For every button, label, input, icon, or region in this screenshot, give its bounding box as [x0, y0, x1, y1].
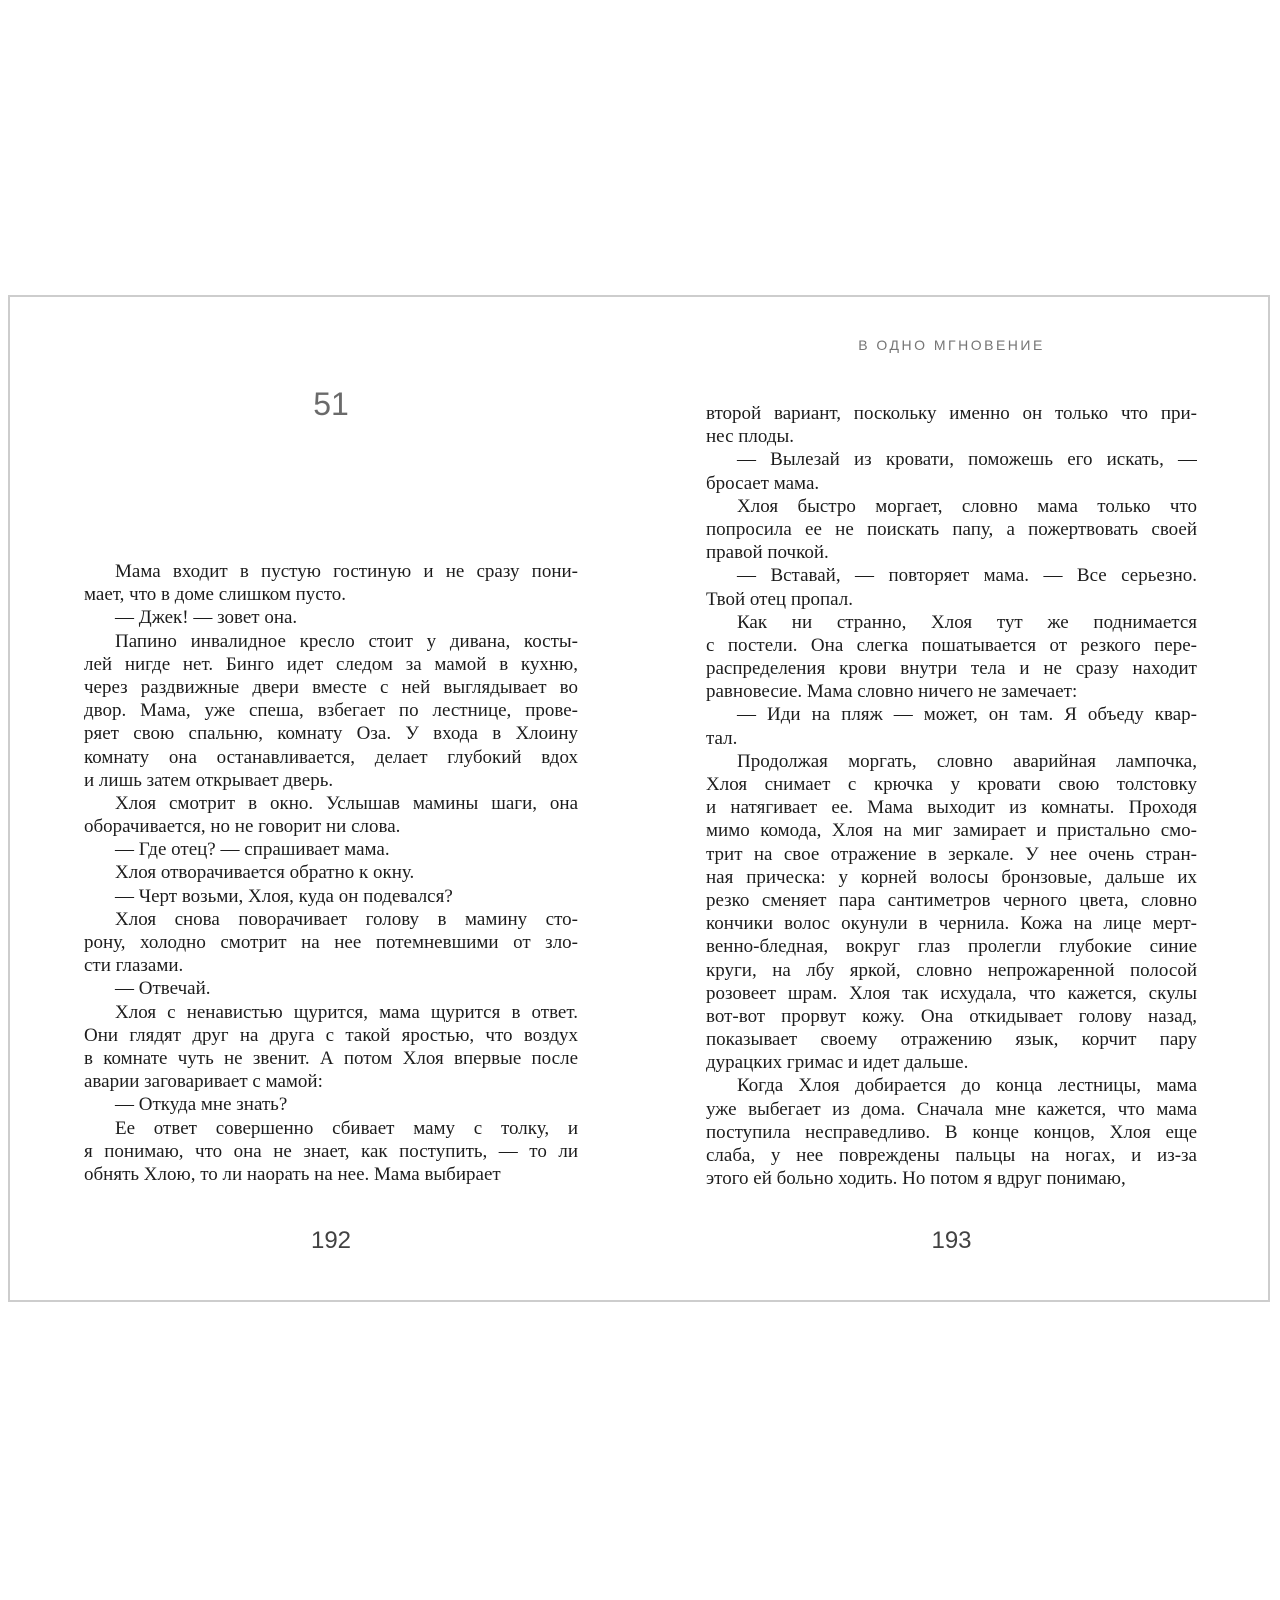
text-line: — Вставай, — повторяет мама. — Все серьезно. — [737, 565, 1197, 587]
text-line: — Откуда мне знать? — [115, 1094, 288, 1116]
text-line: — Джек! — зовет она. — [115, 607, 298, 629]
text-line: — Отвечай. — [115, 978, 211, 1000]
page-number-left: 192 — [310, 1227, 352, 1254]
text-line: через раздвижные двери вместе с ней выглядывает во — [84, 676, 578, 698]
text-line: Мама входит в пустую гостиную и не сразу пони- — [115, 561, 578, 582]
text-line: распределения крови внутри тела и не сразу находит — [706, 658, 1197, 680]
text-line: ная прическа: у корней волосы бронзовые, дальше их — [706, 866, 1197, 888]
text-line: Хлоя смотрит в окно. Услышав мамины шаги, она — [115, 792, 578, 814]
text-line: Твой отец пропал. — [706, 588, 853, 610]
text-line: бросает мама. — [706, 472, 820, 494]
text-line: правой почкой. — [706, 542, 829, 564]
left-page-text — [84, 560, 578, 1186]
text-line: Хлоя снимает с крючка у кровати свою толстовку — [706, 774, 1197, 795]
text-line: Хлоя снова поворачивает голову в мамину сто- — [115, 908, 578, 930]
text-line: Хлоя отворачивается обратно к окну. — [115, 862, 415, 884]
text-line: розовеет шрам. Хлоя так исхудала, что кажется, скулы — [706, 982, 1197, 1004]
text-line: мает, что в доме слишком пусто. — [84, 584, 347, 606]
running-header: В ОДНО МГНОВЕНИЕ — [858, 337, 1045, 353]
text-line: Продолжая моргать, словно аварийная лампочка, — [737, 750, 1197, 772]
right-page-text — [706, 402, 1197, 1190]
text-line: резко сменяет пара сантиметров черного цвета, словно — [706, 889, 1197, 911]
text-line: комнату она останавливается, делает глубокий вдох — [84, 746, 578, 768]
text-line: круги, на лбу яркой, словно непрожаренной полосой — [706, 959, 1197, 981]
text-line: слаба, у нее повреждены пальцы на ногах, и из-за — [706, 1145, 1197, 1166]
text-line: Хлоя быстро моргает, словно мама только что — [737, 495, 1197, 517]
text-line: нес плоды. — [706, 426, 795, 448]
text-line: трит на свое отражение в зеркале. У нее очень стран- — [706, 843, 1197, 865]
text-line: оборачивается, но не говорит ни слова. — [84, 816, 401, 838]
text-line: — Где отец? — спрашивает мама. — [115, 839, 390, 861]
text-line: вот-вот прорвут кожу. Она откидывает голову назад, — [706, 1005, 1197, 1027]
text-line: Когда Хлоя добирается до конца лестницы, мама — [737, 1075, 1197, 1097]
text-line: поступила несправедливо. В конце концов, Хлоя еще — [706, 1121, 1197, 1143]
text-line: обнять Хлою, то ли наорать на нее. Мама выбирает — [84, 1163, 501, 1185]
text-line: ряет свою спальню, комнату Оза. У входа в Хлоину — [84, 723, 578, 745]
text-line: дурацких гримас и идет дальше. — [706, 1052, 969, 1074]
text-line: рону, холодно смотрит на нее потемневшими от зло- — [84, 932, 578, 953]
text-line: попросила ее не поискать папу, а пожертвовать своей — [706, 518, 1197, 540]
text-line: второй вариант, поскольку именно он только что при- — [706, 403, 1197, 424]
text-line: равновесие. Мама словно ничего не замечает: — [706, 681, 1078, 703]
text-line: показывает своему отражению язык, корчит пару — [706, 1029, 1197, 1051]
text-line: Они глядят друг на друга с такой яростью, что воздух — [84, 1024, 578, 1046]
text-line: двор. Мама, уже спеша, взбегает по лестнице, прове- — [84, 700, 578, 722]
chapter-number: 51 — [313, 386, 349, 422]
text-line: и лишь затем открывает дверь. — [84, 769, 334, 791]
text-line: Папино инвалидное кресло стоит у дивана, косты- — [115, 630, 578, 652]
text-line: тал. — [706, 727, 738, 749]
text-line: сти глазами. — [84, 955, 184, 977]
text-line: уже выбегает из дома. Сначала мне кажется, что мама — [706, 1098, 1197, 1120]
text-line: с постели. Она слегка пошатывается от резкого пере- — [706, 634, 1197, 656]
text-line: и натягивает ее. Мама выходит из комнаты. Проходя — [706, 797, 1197, 819]
text-line: лей нигде нет. Бинго идет следом за мамой в кухню, — [84, 653, 578, 675]
text-line: этого ей больно ходить. Но потом я вдруг понимаю, — [706, 1168, 1126, 1190]
text-line: — Вылезай из кровати, поможешь его искать, — — [737, 449, 1197, 471]
text-line: — Черт возьми, Хлоя, куда он подевался? — [115, 885, 453, 907]
text-line: — Иди на пляж — может, он там. Я объеду квар- — [737, 704, 1197, 726]
text-line: Ее ответ совершенно сбивает маму с толку, и — [115, 1117, 578, 1139]
text-line: кончики волос окунули в чернила. Кожа на лице мерт- — [706, 913, 1197, 935]
text-line: Как ни странно, Хлоя тут же поднимается — [737, 611, 1197, 633]
text-line: аварии заговаривает с мамой: — [84, 1071, 323, 1093]
text-line: Хлоя с ненавистью щурится, мама щурится в ответ. — [115, 1001, 578, 1023]
text-line: мимо комода, Хлоя на миг замирает и пристально смо- — [706, 820, 1197, 842]
text-line: венно-бледная, вокруг глаз пролегли глубокие синие — [706, 936, 1197, 958]
text-line: в комнате чуть не звенит. А потом Хлоя впервые после — [84, 1047, 578, 1069]
page-number-right: 193 — [931, 1227, 972, 1254]
text-line: я понимаю, что она не знает, как поступить, — то ли — [84, 1140, 578, 1162]
